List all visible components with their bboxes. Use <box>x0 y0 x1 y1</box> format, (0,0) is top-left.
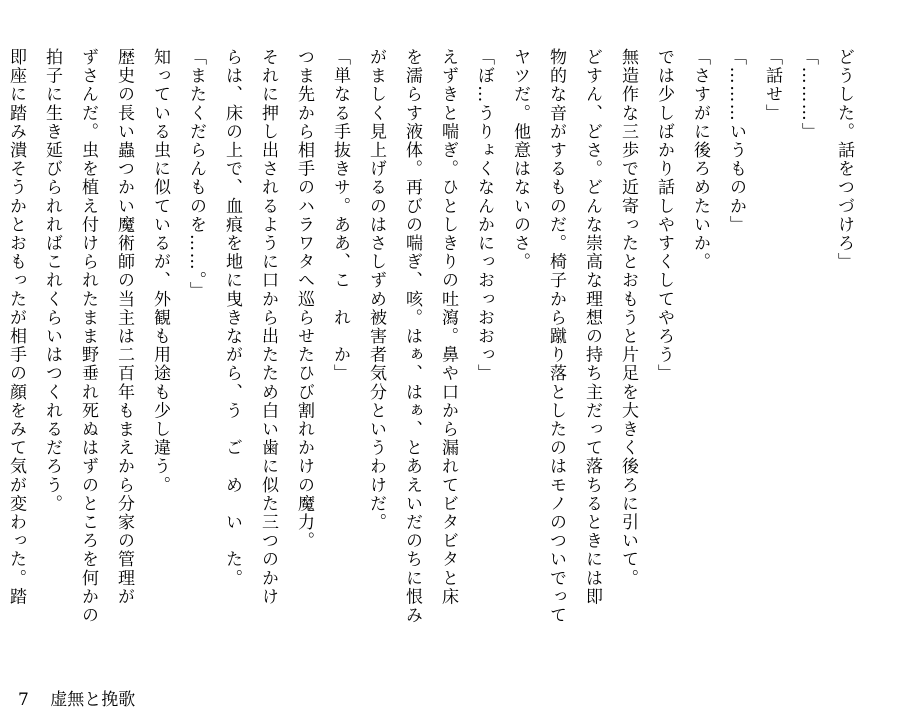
text-line: 物的な音がするものだ。椅子から蹴り落としたのはモノのついでって <box>546 48 566 625</box>
text-line: 「ぼ…うりょくなんかにっおっおおっ」 <box>474 48 494 383</box>
body-text <box>0 48 862 648</box>
text-line: 無造作な三歩で近寄ったとおもうと片足を大きく後ろに引いて。 <box>618 48 638 588</box>
text-line: 「………」 <box>798 48 818 141</box>
text-line: つま先から相手のハラワタへ巡らせたひび割れかけの魔力。 <box>294 48 314 551</box>
page-number: 7 <box>18 690 29 710</box>
text-line: えずきと喘ぎ。ひとしきりの吐瀉。鼻や口から漏れてビタビタと床 <box>438 48 458 606</box>
text-line: らは、床の上で、血痕を地に曳きながら、う ご め い た。 <box>222 48 242 588</box>
text-line: それに押し出されるように口から出たため白い歯に似た三つのかけ <box>258 48 278 606</box>
text-line: ヤツだ。他意はないのさ。 <box>510 48 530 272</box>
text-line: 歴史の長い蟲つかい魔術師の当主は二百年もまえから分家の管理が <box>114 48 134 606</box>
text-line: ずさんだ。虫を植え付けられたまま野垂れ死ぬはずのところを何かの <box>78 48 98 625</box>
text-line: 「またくだらんものを……。」 <box>186 48 206 300</box>
text-line: 「話せ」 <box>762 48 782 123</box>
text-line: を濡らす液体。再びの喘ぎ、咳。はぁ、はぁ、とあえいだのちに恨み <box>402 48 422 625</box>
text-line: どうした。話をつづけろ」 <box>834 48 854 272</box>
text-line: 知っている虫に似ているが、外観も用途も少し違う。 <box>150 48 170 495</box>
text-line: 「さすがに後ろめたいか。 <box>690 48 710 272</box>
text-line: 「単なる手抜きサ。ああ、こ れ か」 <box>330 48 350 383</box>
text-line: 「………いうものか」 <box>726 48 746 234</box>
text-line: では少しばかり話しやすくしてやろう」 <box>654 48 674 383</box>
text-line: 拍子に生き延びられればこれくらいはつくれるだろう。 <box>42 48 62 513</box>
page-footer <box>18 690 135 710</box>
text-line: 即座に踏み潰そうかとおもったが相手の顔をみて気が変わった。踏 <box>6 48 26 606</box>
text-line: がましく見上げるのはさしずめ被害者気分というわけだ。 <box>366 48 386 532</box>
text-line: どすん、どさ。どんな崇高な理想の持ち主だって落ちるときには即 <box>582 48 602 606</box>
book-title: 虚無と挽歌 <box>50 690 136 710</box>
